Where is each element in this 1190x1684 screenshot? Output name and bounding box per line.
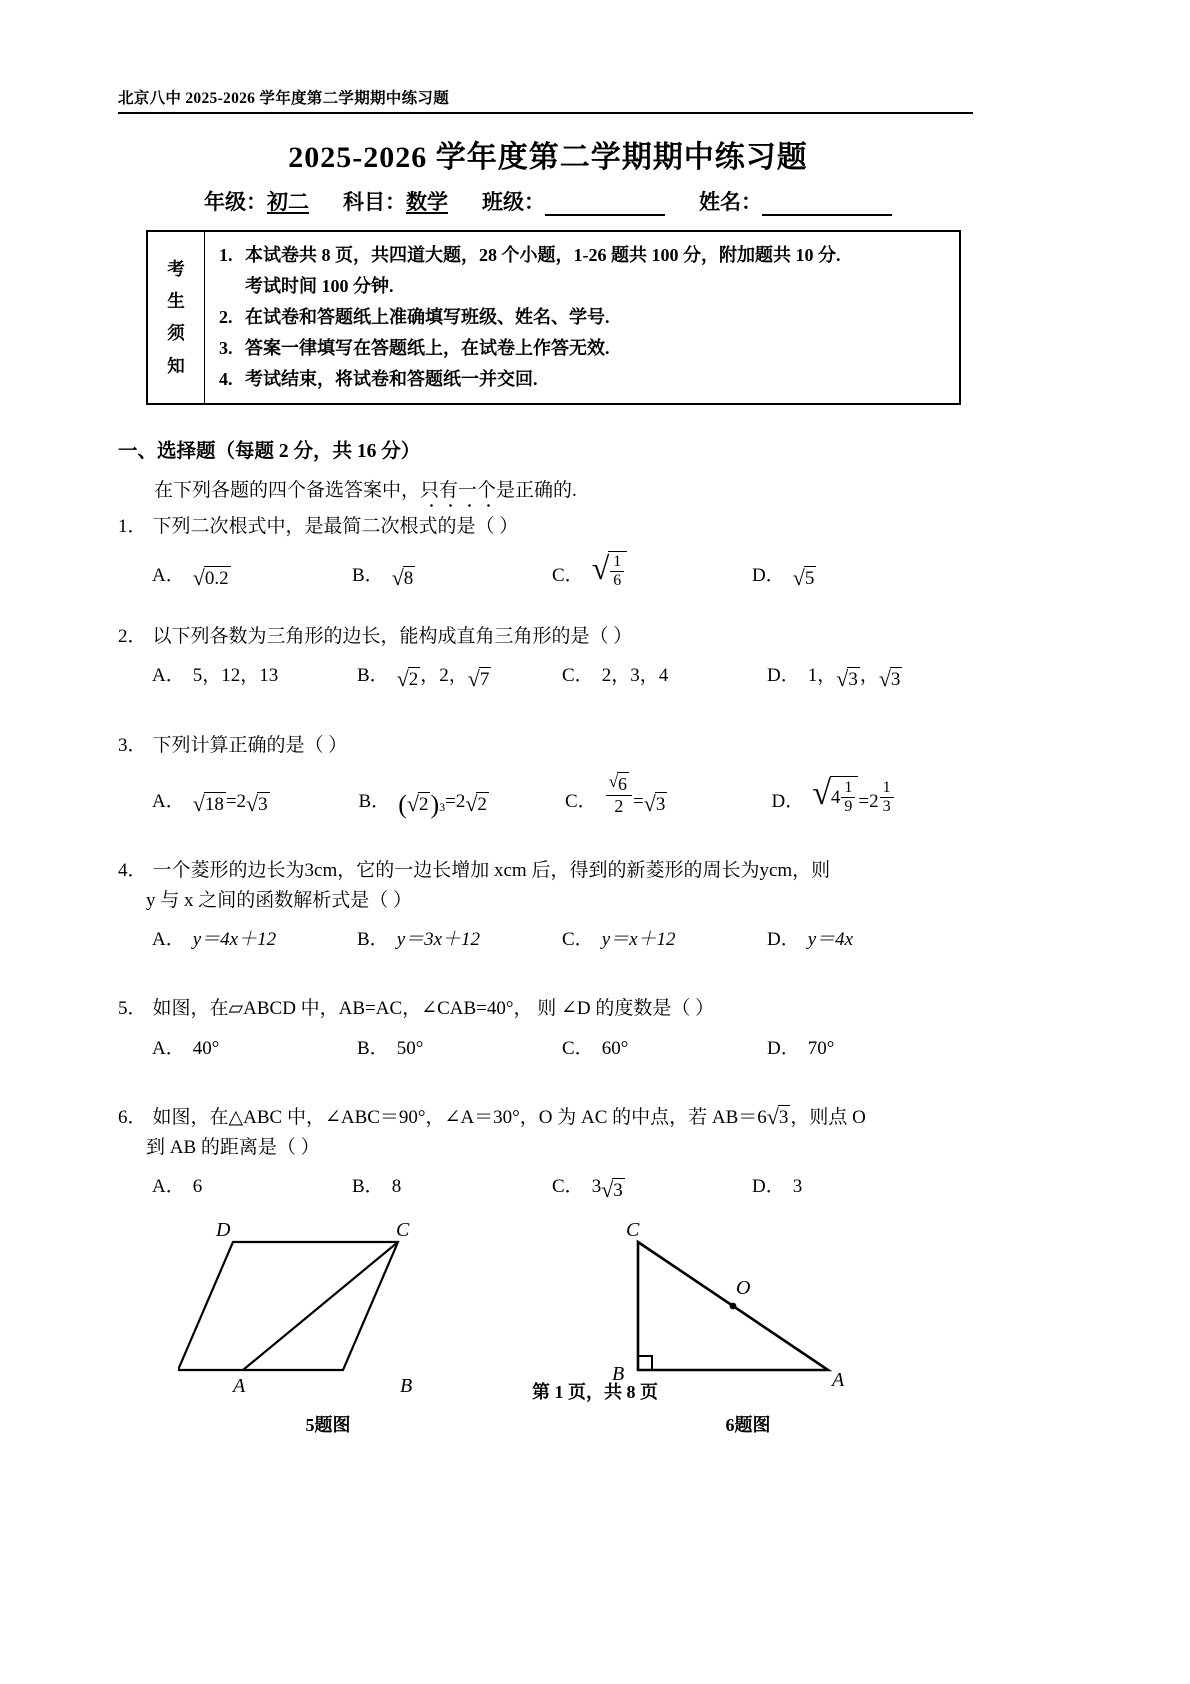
option-d-numerator-2: 1 (880, 779, 894, 798)
option-b-radicand-2: 2 (477, 794, 487, 816)
notice-label-char-0: 考 (167, 258, 185, 279)
option-d-denominator: 9 (844, 798, 853, 816)
option-a-label: A． (152, 929, 185, 951)
option-b-radicand: 8 (403, 568, 414, 590)
option-d[interactable] (767, 661, 972, 690)
option-d[interactable] (767, 925, 972, 954)
option-b-radicand-2: 7 (479, 669, 490, 691)
option-d[interactable] (772, 776, 979, 816)
section-note-post: 是正确的. (496, 479, 577, 501)
option-d-numerator: 1 (841, 779, 855, 798)
option-d-value: y＝4x (807, 929, 854, 951)
option-c-label: C． (565, 790, 597, 812)
question-2-text: 以下列各数为三角形的边长，能构成直角三角形的是（ ） (152, 626, 633, 648)
figure-6 (598, 1220, 898, 1437)
option-c-numerator: 1 (610, 553, 624, 572)
notice-vertical-label (148, 232, 205, 403)
option-a[interactable] (152, 561, 352, 590)
figure-6-label-c: C (626, 1219, 640, 1241)
option-d-radicand-2: 3 (890, 669, 901, 691)
section-title: 一、选择题（每题 2 分，共 16 分） (118, 440, 421, 462)
option-b-radicand: 2 (418, 794, 429, 816)
question-6-radicand: 3 (778, 1107, 789, 1129)
option-b-equals: =2 (445, 790, 466, 812)
figure-6-label-a: A (832, 1368, 845, 1391)
option-a-value: 5，12，13 (192, 665, 279, 687)
option-a[interactable] (152, 1172, 352, 1201)
sqrt-icon: √ 2 (465, 791, 487, 817)
question-4-number: 4． (118, 860, 147, 882)
option-c-prefix: 3 (591, 1176, 602, 1198)
option-a-label: A． (152, 790, 185, 812)
sqrt-icon: √ 0.2 (192, 565, 229, 591)
grade-label: 年级： (204, 190, 267, 214)
option-c-denominator: 6 (613, 572, 622, 590)
question-6-text-pre: 如图，在△ABC 中，∠ABC＝90°，∠A＝30°，O 为 AC 的中点，若 AB＝6 (152, 1107, 767, 1129)
sqrt-icon: √ 3 (766, 1104, 789, 1130)
option-c-label: C． (562, 929, 594, 951)
class-label: 班级： (482, 190, 545, 214)
name-field[interactable] (762, 194, 892, 216)
question-2-options (152, 661, 978, 690)
option-a-equals: =2 (225, 790, 247, 812)
figure-5-drawing (178, 1220, 478, 1400)
question-6 (118, 1103, 978, 1201)
option-d-prefix: 1， (807, 665, 837, 687)
option-c[interactable] (562, 661, 767, 690)
exam-meta-line (118, 186, 978, 216)
option-d-label: D． (767, 1037, 800, 1059)
question-3 (118, 731, 978, 820)
question-1-number: 1． (118, 515, 147, 537)
option-d-label: D． (767, 929, 800, 951)
subject-value: 数学 (406, 190, 448, 214)
notice-item-text: 本试卷共 8 页，共四道大题，28 个小题，1-26 题共 100 分，附加题共 10 分. (245, 245, 841, 265)
notice-item-text: 在试卷和答题纸上准确填写班级、姓名、学号. (245, 306, 610, 327)
sqrt-icon: √ 2 (396, 666, 419, 692)
option-b-label: B． (352, 564, 384, 586)
option-c[interactable] (562, 925, 767, 954)
candidate-notice-box (146, 230, 961, 405)
option-d-integer: 4 (830, 786, 841, 808)
option-b-value: 50° (396, 1037, 424, 1059)
option-b-value: 8 (391, 1176, 402, 1198)
option-c-equals: = (633, 790, 644, 812)
question-6-text-post: ，则点 O (790, 1107, 866, 1129)
option-a[interactable] (152, 787, 359, 816)
option-d-radicand: 5 (804, 568, 815, 590)
sqrt-icon: √ 3 (643, 791, 666, 817)
close-paren: ) (430, 790, 440, 820)
question-6-text-line-1 (153, 1103, 978, 1132)
option-b[interactable] (352, 561, 552, 590)
option-c-value: 2，3，4 (601, 665, 669, 687)
figure-5-label-b: B (400, 1374, 413, 1397)
option-b-value: y＝3x＋12 (396, 929, 481, 951)
question-1 (118, 512, 978, 590)
option-b-label: B． (352, 1176, 384, 1198)
question-3-stem (118, 731, 978, 760)
option-d-value: 70° (807, 1037, 835, 1059)
option-b[interactable] (357, 661, 562, 690)
figures-row (118, 1220, 978, 1440)
option-c[interactable] (552, 1172, 752, 1201)
class-field[interactable] (545, 194, 665, 216)
question-4-text-line-2: y 与 x 之间的函数解析式是（ ） (146, 889, 413, 911)
option-a-label: A． (152, 665, 185, 687)
figure-6-drawing (598, 1220, 898, 1400)
figure-6-label-o: O (736, 1276, 751, 1299)
option-b[interactable] (352, 1172, 552, 1201)
option-c-value: y＝x＋12 (601, 929, 676, 951)
sqrt-icon: √ 3 (246, 791, 268, 817)
option-b-radicand-1: 2 (408, 669, 419, 691)
subject-label: 科目： (343, 190, 406, 214)
option-a-label: A． (152, 564, 185, 586)
open-paren: ( (398, 790, 407, 820)
option-c-label: C． (552, 564, 584, 586)
option-a-radicand-2: 3 (258, 794, 268, 816)
notice-item-text: 考试结束，将试卷和答题纸一并交回. (245, 368, 538, 389)
page-title: 2025-2026 学年度第二学期期中练习题 (288, 141, 808, 174)
notice-item-num: 3. (219, 337, 233, 358)
figure-5-label-a: A (233, 1374, 246, 1397)
notice-label-char-3: 知 (167, 355, 185, 376)
question-4 (118, 856, 978, 954)
option-c[interactable] (562, 1034, 767, 1063)
figure-5-label-d: D (216, 1219, 231, 1241)
question-5-stem (118, 994, 978, 1023)
notice-item-num: 2. (219, 306, 233, 327)
option-c[interactable] (552, 551, 752, 590)
option-d[interactable] (752, 1172, 952, 1201)
sqrt-icon: √ 2 (406, 791, 429, 817)
option-d-value: 3 (792, 1176, 803, 1198)
notice-item-sub: 考试时间 100 分钟. (245, 275, 394, 296)
question-1-stem (118, 512, 978, 541)
page-footer: 第 1 页，共 8 页 (532, 1382, 658, 1402)
option-c-radicand-2: 3 (655, 794, 666, 816)
notice-item (219, 302, 949, 333)
section-note-emphasis: 只有一个 (420, 475, 496, 502)
question-3-number: 3． (118, 734, 147, 756)
figure-5 (178, 1220, 478, 1437)
question-6-options (152, 1172, 978, 1201)
option-d-middle: ， (859, 665, 879, 687)
option-b-label: B． (357, 665, 389, 687)
option-b-label: B． (358, 790, 391, 812)
notice-item-num: 1. (219, 245, 233, 265)
option-b-label: B． (357, 929, 389, 951)
option-a-value: 6 (192, 1176, 203, 1198)
option-d-equals: =2 (858, 790, 879, 812)
option-d-label: D． (752, 1176, 785, 1198)
option-b[interactable] (357, 925, 562, 954)
option-d-radicand-1: 3 (848, 669, 858, 691)
figure-5-label-c: C (396, 1219, 410, 1241)
notice-label-char-1: 生 (167, 291, 185, 311)
name-label: 姓名： (699, 190, 762, 214)
option-c[interactable] (565, 770, 772, 816)
question-6-stem (118, 1103, 978, 1132)
header-rule (118, 112, 973, 114)
option-d-label: D． (752, 564, 785, 586)
question-6-number: 6． (118, 1107, 147, 1129)
option-c-numerator: 6 (618, 774, 628, 795)
option-a-label: A． (152, 1176, 185, 1198)
question-5 (118, 994, 978, 1063)
sqrt-icon: √ 7 (467, 666, 490, 692)
sqrt-icon: √ 5 (792, 565, 815, 591)
figure-6-label-b: B (612, 1362, 625, 1385)
option-c-label: C． (562, 665, 594, 687)
question-5-text: 如图，在▱ABCD 中，AB=AC，∠CAB=40°， 则 ∠D 的度数是（ ） (152, 998, 715, 1020)
option-a-label: A． (152, 1037, 185, 1059)
option-c-denominator: 2 (614, 796, 624, 817)
notice-item (219, 333, 949, 364)
question-3-text: 下列计算正确的是（ ） (152, 734, 348, 756)
question-5-number: 5． (118, 998, 147, 1020)
option-b-exponent: 3 (439, 799, 446, 814)
option-a[interactable] (152, 925, 357, 954)
option-b-label: B． (357, 1037, 389, 1059)
sqrt-icon: √ 8 (391, 565, 414, 591)
question-2-number: 2． (118, 626, 147, 648)
section-note-pre: 在下列各题的四个备选答案中， (154, 479, 421, 501)
question-6-text-line-2: 到 AB 的距离是（ ） (146, 1136, 320, 1158)
page-content (118, 86, 978, 1440)
question-5-options (152, 1034, 978, 1063)
option-b-middle: ，2， (420, 665, 468, 687)
option-d-label: D． (767, 665, 800, 687)
question-1-text: 下列二次根式中，是最简二次根式的是（ ） (152, 515, 519, 537)
section-note (154, 475, 978, 502)
option-a-value: y＝4x＋12 (192, 929, 277, 951)
option-d-label: D． (771, 790, 805, 812)
option-b[interactable] (358, 787, 566, 820)
question-1-options (152, 551, 978, 590)
option-c-label: C． (562, 1037, 594, 1059)
option-d[interactable] (767, 1034, 972, 1063)
question-4-text-line-1: 一个菱形的边长为3cm，它的一边长增加 xcm 后，得到的新菱形的周长为ycm，则 (152, 860, 831, 882)
grade-value: 初二 (267, 190, 309, 214)
option-a-radicand: 18 (204, 794, 224, 816)
notice-label-char-2: 须 (167, 323, 185, 344)
sqrt-icon: √ $\frac{1}{6}$ (592, 551, 628, 590)
sqrt-icon: √ 18 (192, 791, 224, 817)
option-a-value: 40° (192, 1037, 220, 1059)
question-3-options (152, 770, 978, 820)
option-c-radicand: 3 (613, 1179, 623, 1201)
option-a[interactable] (152, 661, 357, 690)
option-c-label: C． (552, 1176, 584, 1198)
option-c-value: 60° (601, 1037, 629, 1059)
figure-6-caption: 6题图 (725, 1414, 771, 1435)
sqrt-icon: √ 3 (878, 666, 901, 692)
notice-item (219, 240, 949, 271)
figure-6-point-o (730, 1302, 737, 1309)
option-d-denominator-2: 3 (882, 798, 891, 816)
sqrt-icon: √ 3 (601, 1176, 623, 1202)
option-c-fraction (606, 770, 632, 816)
question-2-stem (118, 622, 978, 651)
option-a-radicand: 0.2 (204, 568, 229, 590)
question-2 (118, 622, 978, 691)
sqrt-icon: √ 3 (836, 666, 858, 692)
notice-item-text: 答案一律填写在答题纸上，在试卷上作答无效. (245, 337, 610, 358)
sqrt-icon: √ 6 (608, 772, 628, 795)
option-d-fraction-2 (880, 779, 894, 816)
sqrt-icon: √ 4 $\frac{1}{9}$ (812, 776, 858, 816)
notice-item (219, 364, 949, 395)
notice-item-num: 4. (219, 368, 233, 389)
question-4-stem (118, 856, 978, 885)
option-b[interactable] (357, 1034, 562, 1063)
notice-items (205, 232, 959, 403)
figure-5-caption: 5题图 (305, 1414, 351, 1435)
question-4-options (152, 925, 978, 954)
running-head: 北京八中 2025-2026 学年度第二学期期中练习题 (118, 90, 450, 107)
option-d[interactable] (752, 561, 952, 590)
option-a[interactable] (152, 1034, 357, 1063)
